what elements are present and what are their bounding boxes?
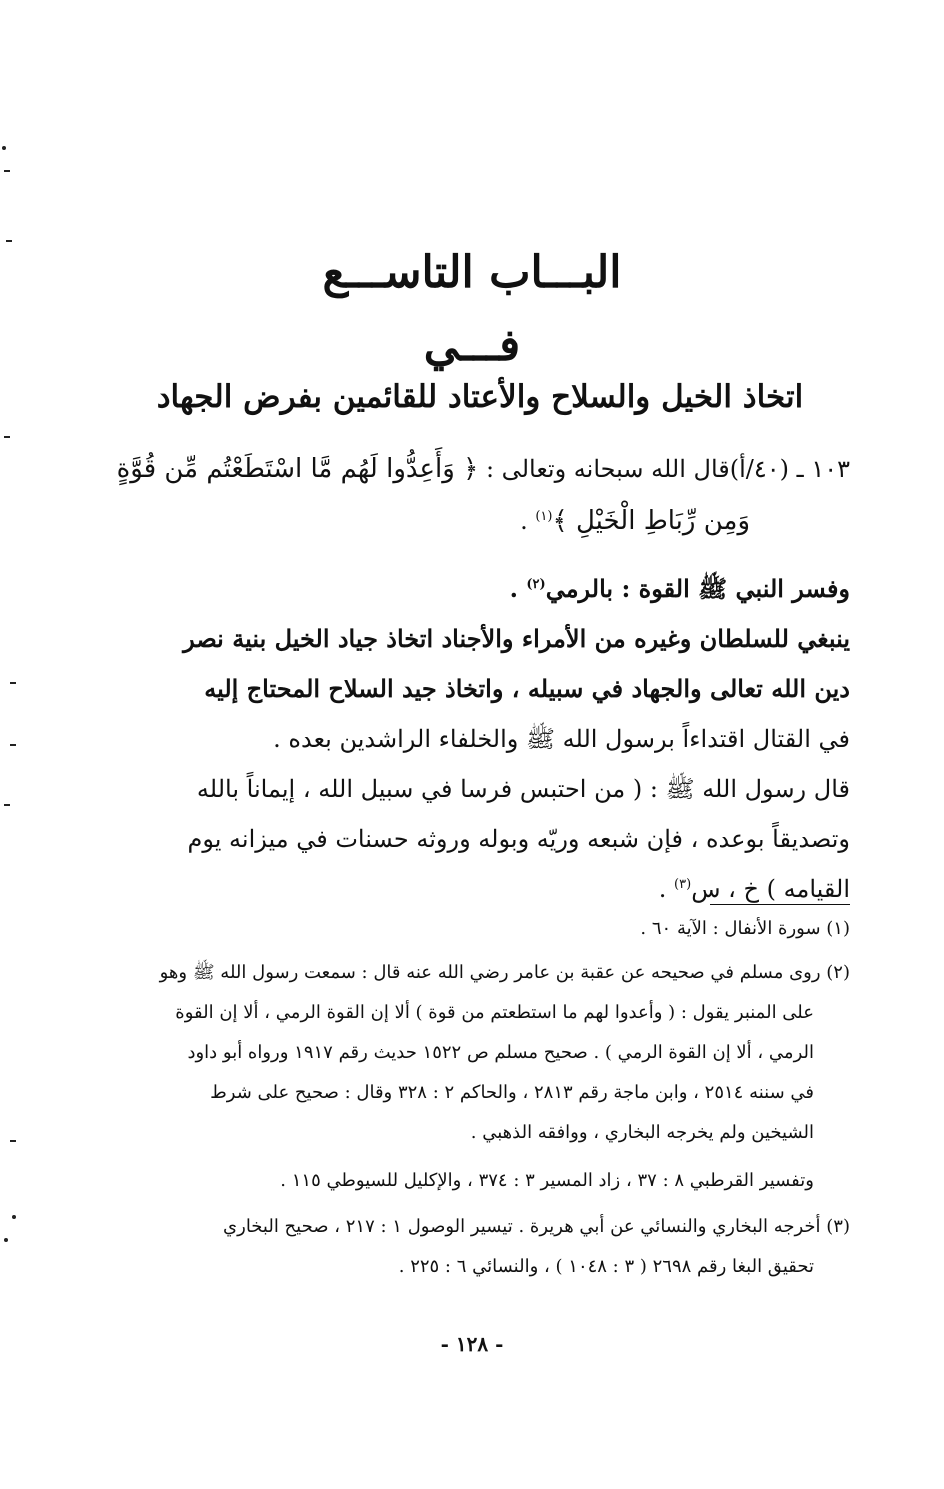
text-line	[510, 565, 850, 613]
footnote-2: الشيخين ولم يخرجه البخاري ، ووافقه الذهبي .	[470, 1122, 814, 1143]
text-line: دين الله تعالى والجهاد في سبيله ، واتخاذ جيد السلاح المحتاج إليه	[204, 674, 850, 703]
scan-mark	[2, 146, 6, 150]
quran-verse: ﴿ وَأَعِدُّوا لَهُم مَّا اسْتَطَعْتُم مِّن قُوَّةٍ	[116, 454, 479, 484]
chapter-preposition: فـــي	[423, 320, 521, 371]
chapter-subtitle: اتخاذ الخيل والسلاح والأعتاد للقائمين بفرض الجهاد	[156, 379, 804, 415]
footnote-3: (٣) أخرجه البخاري والنسائي عن أبي هريرة . تيسير الوصول ١ : ٢١٧ ، صحيح البخاري	[223, 1216, 850, 1237]
scan-mark	[4, 804, 10, 806]
footnote-1: (١) سورة الأنفال : الآية ٦٠ .	[640, 918, 850, 939]
footnote-2: الرمي ، ألا إن القوة الرمي ) . صحيح مسلم ص ١٥٢٢ حديث رقم ١٩١٧ ورواه أبو داود	[187, 1042, 814, 1063]
chapter-title: البـــاب التاســـع	[322, 247, 622, 298]
text-line: وتصديقاً بوعده ، فإن شبعه وريّه وبوله وروثه حسنات في ميزانه يوم	[187, 825, 850, 853]
text-line: في القتال اقتداءاً برسول الله ﷺ والخلفاء الراشدين بعده .	[273, 725, 850, 753]
quran-verse: وَمِن رِّبَاطِ الْخَيْلِ ﴾	[552, 506, 750, 536]
scan-mark	[6, 240, 12, 242]
text: القيامه ) خ ، س	[691, 875, 850, 903]
text-line: ينبغي للسلطان وغيره من الأمراء والأجناد اتخاذ جياد الخيل بنية نصر	[183, 624, 850, 653]
text-line	[117, 445, 850, 493]
scan-mark	[10, 1140, 16, 1142]
scan-mark	[4, 436, 10, 438]
scan-mark	[4, 1238, 8, 1242]
footnote-2: في سننه ٢٥١٤ ، وابن ماجة رقم ٢٨١٣ ، والحاكم ٢ : ٣٢٨ وقال : صحيح على شرط	[210, 1082, 814, 1103]
scan-mark	[10, 744, 16, 746]
footnote-2: على المنبر يقول : ( وأعدوا لهم ما استطعتم من قوة ) ألا إن القوة الرمي ، ألا إن القوة	[175, 1002, 814, 1023]
footnotes	[130, 910, 850, 1300]
paragraph-number-intro: ١٠٣ ـ (٤٠/أ)قال الله سبحانه وتعالى :	[485, 455, 850, 483]
text-line	[659, 865, 850, 913]
page-number: - ١٢٨ -	[440, 1332, 504, 1356]
footnote-ref: (٢)	[526, 577, 546, 592]
punctuation: .	[658, 875, 675, 903]
main-text	[116, 445, 850, 905]
scan-mark	[12, 1215, 16, 1219]
text-line	[520, 497, 750, 545]
punctuation: .	[520, 507, 536, 535]
footnote-2: وتفسير القرطبي ٨ : ٣٧ ، زاد المسير ٣ : ٣٧٤ ، والإكليل للسيوطي ١١٥ .	[280, 1170, 814, 1191]
footnote-divider	[710, 904, 850, 905]
footnote-2: (٢) روى مسلم في صحيحه عن عقبة بن عامر رضي الله عنه قال : سمعت رسول الله ﷺ وهو	[159, 962, 850, 983]
footnote-ref: (١)	[535, 509, 553, 524]
punctuation: .	[509, 574, 527, 603]
text-line: قال رسول الله ﷺ : ( من احتبس فرسا في سبيل الله ، إيماناً بالله	[196, 775, 850, 803]
scan-mark	[10, 682, 16, 684]
footnote-ref: (٣)	[674, 877, 692, 892]
text: وفسر النبي ﷺ القوة : بالرمي	[545, 574, 850, 603]
footnote-3: تحقيق البغا رقم ٢٦٩٨ ( ٣ : ١٠٤٨ ) ، والنسائي ٦ : ٢٢٥ .	[398, 1256, 814, 1277]
scan-mark	[4, 170, 10, 172]
